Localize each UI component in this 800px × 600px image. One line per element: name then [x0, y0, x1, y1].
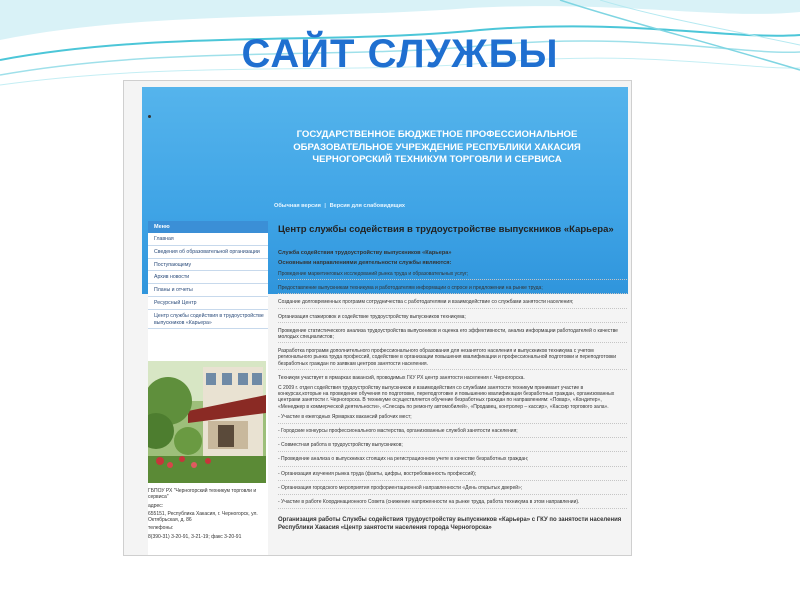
slide-title: САЙТ СЛУЖБЫ [241, 32, 559, 76]
direction-item: Организация стажировок и содействие трудоустройству выпускников техникума; [278, 314, 627, 323]
direction-item: Проведение маркетинговых исследований рынка труда и образовательных услуг; [278, 271, 627, 280]
org-name: ГОСУДАРСТВЕННОЕ БЮДЖЕТНОЕ ПРОФЕССИОНАЛЬНОЕ ОБРАЗОВАТЕЛЬНОЕ УЧРЕЖДЕНИЕ РЕСПУБЛИКИ ХАКАСИЯ ЧЕРНОГОРСКИЙ ТЕХНИКУМ ТОРГОВЛИ И СЕРВИСА [293, 129, 581, 165]
version-separator: | [324, 203, 326, 209]
contacts-org: ГБПОУ РХ "Черногорский техникум торговли и сервиса" [148, 488, 257, 501]
direction-item: Создание долговременных программ сотрудничества с работодателями и взаимодействие со службами занятости населения; [278, 299, 627, 308]
directions-title: Основными направлениями деятельности службы являются: [278, 260, 452, 266]
menu-item-career-center[interactable]: Центр службы содействия в трудоустройстве выпускников «Карьера» [148, 310, 268, 330]
impaired-version-link[interactable]: Версия для слабовидящих [329, 203, 406, 209]
building-photo [148, 361, 266, 483]
contacts-address-label: адрес: [148, 502, 164, 509]
final-heading: Организация работы Службы содействия трудоустройству выпускников «Карьера» с ГКУ по занятости населения Республики Хакасия «Центр занятости населения города Черногорска» [278, 517, 622, 531]
activity-item: - Совместная работа в трудоустройству выпускников; [278, 442, 627, 452]
header-dot [148, 115, 151, 118]
direction-item: Предоставление выпускникам техникума и работодателям информации о спросе и предложении на рынке труда; [278, 285, 627, 294]
activity-item: - Проведение анализа о выпускниках стоящих на регистрационном учете в качестве безработных граждан; [278, 456, 627, 466]
contacts-phones-label: телефоны: [148, 525, 174, 532]
website-screenshot [123, 80, 632, 556]
contacts-address: 655151, Республика Хакасия, г. Черногорск, ул. Октябрьская, д. 86 [148, 510, 258, 524]
activity-item: - Городские конкурсы профессионального мастерства, организованные службой занятости населения; [278, 428, 627, 438]
contacts [148, 488, 268, 542]
menu-item-news-archive[interactable]: Архив новости [148, 271, 268, 284]
activity-item: - Участие в ежегодных Ярмарках вакансий рабочих мест; [278, 414, 627, 424]
activity-item: - Организация городского мероприятия профориентационной направленности «День открытых дверей»; [278, 485, 627, 495]
menu-item-home[interactable]: Главная [148, 233, 268, 246]
activity-item: - Участие в работе Координационного Совета (снижение напряженности на рынке труда, работа техникума в этом направлении). [278, 499, 627, 509]
normal-version-link[interactable]: Обычная версия [274, 203, 321, 209]
menu-item-applicants[interactable]: Поступающему [148, 259, 268, 272]
activity-item: - Организация изучения рынка труда (факты, цифры, востребованность профессий); [278, 471, 627, 481]
menu-item-plans-reports[interactable]: Планы и отчеты [148, 284, 268, 297]
direction-item: Разработка программ дополнительного профессионального образования для незанятого населения и выпускников техникума с учетом регионального рынка труда профессий, содействие в организации повышения квалификации и профессиональной подготовки и переподготовки безработных граждан по заявкам центров занятости населения. [278, 348, 627, 370]
menu-item-org-info[interactable]: Сведения об образовательной организации [148, 246, 268, 259]
menu-title: Меню [148, 221, 268, 233]
version-bar [274, 203, 407, 209]
direction-item: Проведение статистического анализа трудоустройства выпускников и оценка его эффективности, анализ информации работодателей о качестве молодых специалистов; [278, 328, 627, 343]
contacts-phones: 8(390-31) 3-20-91, 3-21-19; факс 3-20-91 [148, 533, 242, 540]
service-title: Служба содействия трудоустройству выпускников «Карьера» [278, 250, 452, 256]
fairs-text: Техникум участвует в ярмарках вакансий, проводимых ГКУ РХ центр занятости населения г. Черногорска. [278, 374, 525, 381]
menu-item-resource-center[interactable]: Ресурсный Центр [148, 297, 268, 310]
since-text: С 2009 г. отдел содействия трудоустройству выпускников и взаимодействия со службами занятости техникум принимает участие в конкурсах,которые на проведение обучения по подготовке, переподготовке и повышению квалификации безработных граждан, организованных центрами занятости г. Черногорска. В техникуме осуществляется обучение безработных граждан по направлениям: «Повар», «Кондитер», «Менеджер в коммерческой деятельности», «Слесарь по ремонту автомобилей», «Продавец, контролер – кассир», «Кассир торгового зала». [278, 385, 615, 410]
main-content [272, 221, 627, 532]
page-title: Центр службы содействия в трудоустройстве выпускников «Карьера» [278, 224, 614, 235]
